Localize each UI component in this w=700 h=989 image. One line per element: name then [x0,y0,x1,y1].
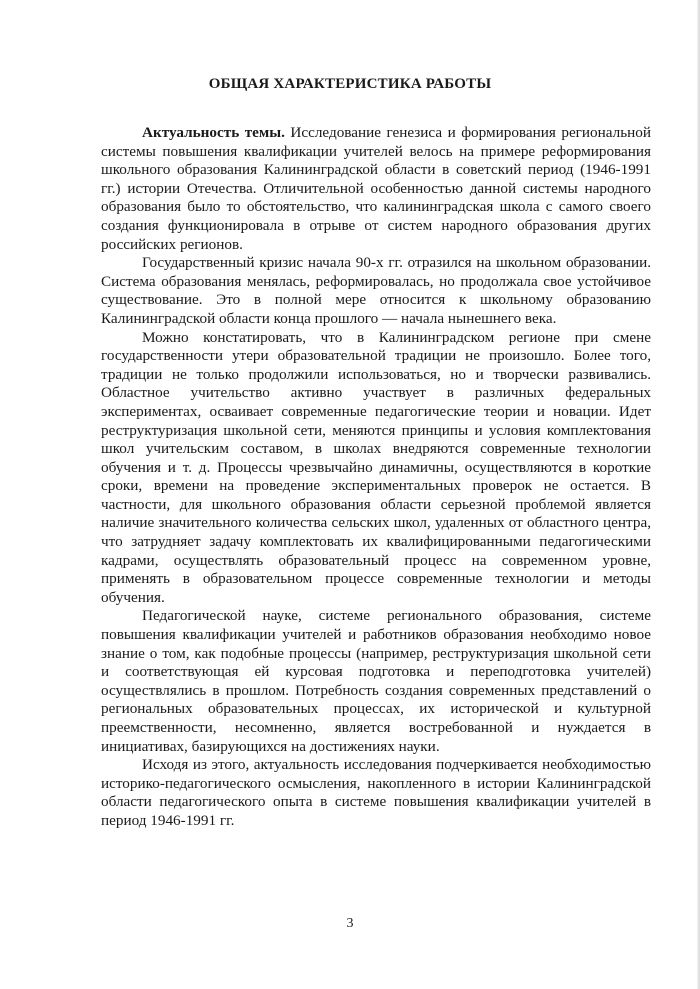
section-title: ОБЩАЯ ХАРАКТЕРИСТИКА РАБОТЫ [208,76,492,92]
page-number: 3 [346,916,354,931]
paragraph-crisis: Государственный кризис начала 90-х гг. отразился на школьном образовании. Система образования менялась, реформировалась, но продолжала свое устойчивое существование. Это в полной мере относится к школьному образованию Калининградской области конца прошлого — начала нынешнего века. [101,254,651,327]
paragraph-lead-heading: Актуальность темы. [142,124,285,141]
paragraph-conclusion: Исходя из этого, актуальность исследования подчеркивается необходимостью историко-педагогического осмысления, накопленного в истории Калининградской области педагогического опыта в системе повышения квалификации учителей в период 1946-1991 гг. [101,756,651,829]
paragraph-science-need: Педагогической науке, системе регионального образования, системе повышения квалификации учителей и работников образования необходимо новое знание о том, как подобные процессы (например, реструктуризация школьной сети и соответствующая ей курсовая подготовка и переподготовка учителей) осуществлялись в прошлом. Потребность создания современных представлений о региональных образовательных процессах, их исторической и культурной преемственности, несомненно, является востребованной и нуждается в инициативах, базирующихся на достижениях науки. [101,607,651,755]
document-body [101,124,651,831]
paragraph-tradition: Можно констатировать, что в Калининградском регионе при смене государственности утери образовательной традиции не произошло. Более того, традиции не только продолжили использоваться, но и творчески развивались. Областное учительство активно участвует в различных федеральных экспериментах, осваивает современные педагогические теории и новации. Идет реструктуризация школьной сети, меняются принципы и условия комплектования школ учительским составом, в школах внедряются современные технологии обучения и т. д. Процессы чрезвычайно динамичны, осуществляются в короткие сроки, времени на проведение экспериментальных проверок не остается. В частности, для школьного образования области серьезной проблемой является наличие значительного количества сельских школ, удаленных от областного центра, что затрудняет задачу комплектовать их квалифицированными педагогическими кадрами, осуществлять образовательный процесс на современном уровне, применять в образовательном процессе современные технологии и методы обучения. [101,328,651,606]
paragraph-relevance [101,124,651,254]
paragraph-text: Исследование генезиса и формирования региональной системы повышения квалификации учителей велось на примере реформирования школьного образования Калининградской области в советский период (1946-1991 гг.) истории Отечества. Отличительной особенностью данной системы народного образования было то обстоятельство, что калининградская школа с самого своего создания функционировала в отрыве от систем народного образования других российских регионов. [101,124,651,253]
